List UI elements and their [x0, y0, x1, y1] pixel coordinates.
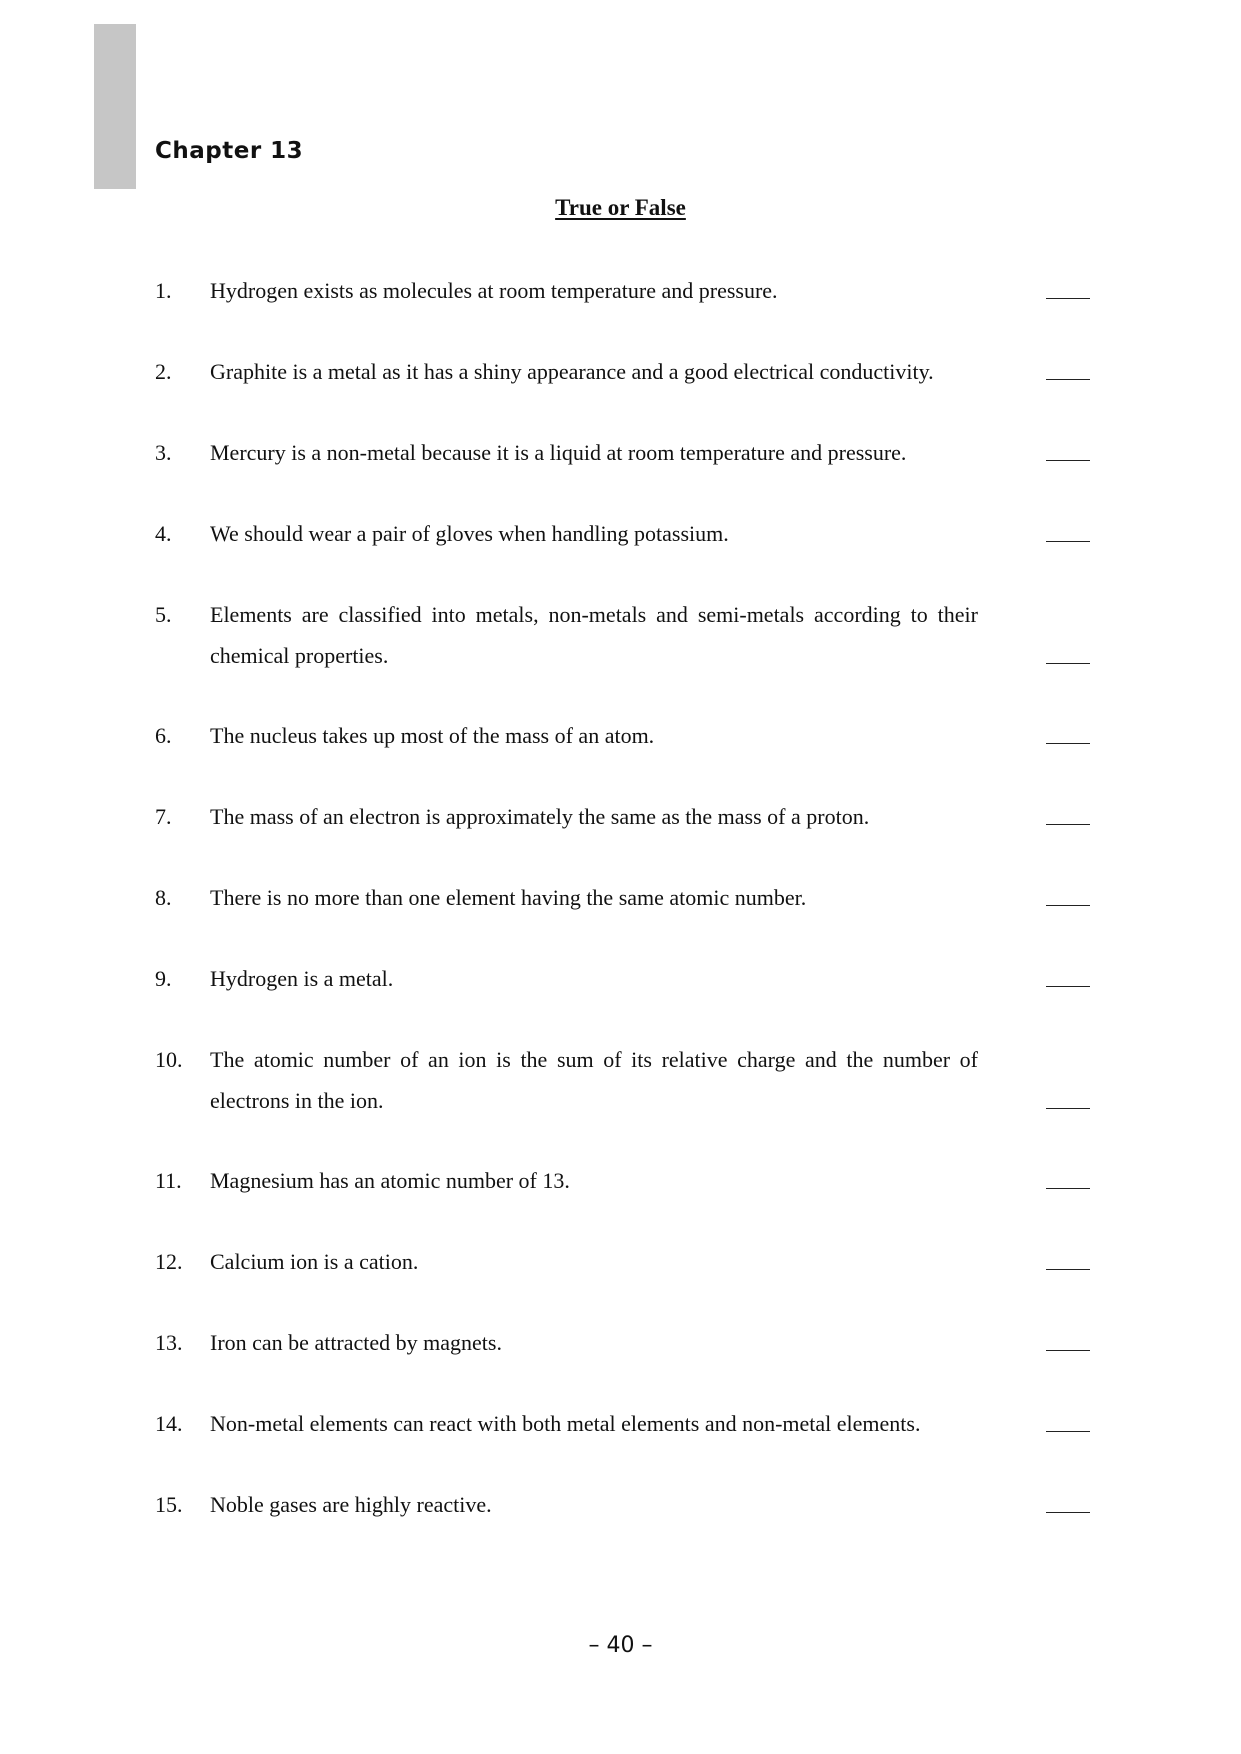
question-number: 1.: [155, 278, 172, 303]
question-text: Hydrogen is a metal.: [210, 966, 394, 991]
question-text: We should wear a pair of gloves when handling potassium.: [210, 521, 729, 546]
answer-blank[interactable]: [1046, 1431, 1090, 1432]
question-number: 10.: [155, 1047, 183, 1072]
question-number: 7.: [155, 804, 172, 829]
question-text: Graphite is a metal as it has a shiny appearance and a good electrical conductivity.: [210, 359, 934, 384]
chapter-side-bar: [94, 24, 136, 189]
answer-blank[interactable]: [1046, 743, 1090, 744]
question-number: 15.: [155, 1492, 183, 1517]
question-text: There is no more than one element having the same atomic number.: [210, 885, 807, 910]
answer-blank[interactable]: [1046, 541, 1090, 542]
question-number: 4.: [155, 521, 172, 546]
question-number: 9.: [155, 966, 172, 991]
question-text: Iron can be attracted by magnets.: [210, 1330, 502, 1355]
question-text: Magnesium has an atomic number of 13.: [210, 1168, 570, 1193]
question-number: 5.: [155, 602, 172, 627]
question-text: The nucleus takes up most of the mass of an atom.: [210, 723, 655, 748]
section-title: True or False: [555, 195, 686, 220]
answer-blank[interactable]: [1046, 905, 1090, 906]
answer-blank[interactable]: [1046, 1350, 1090, 1351]
answer-blank[interactable]: [1046, 1269, 1090, 1270]
question-text: Mercury is a non-metal because it is a liquid at room temperature and pressure.: [210, 440, 907, 465]
question-text: Noble gases are highly reactive.: [210, 1492, 492, 1517]
answer-blank[interactable]: [1046, 379, 1090, 380]
question-text: Non-metal elements can react with both metal elements and non-metal elements.: [210, 1411, 921, 1436]
chapter-heading: Chapter 13: [155, 138, 304, 164]
question-text: Calcium ion is a cation.: [210, 1249, 419, 1274]
answer-blank[interactable]: [1046, 663, 1090, 664]
question-text: The mass of an electron is approximately the same as the mass of a proton.: [210, 804, 870, 829]
question-number: 2.: [155, 359, 172, 384]
question-text: Hydrogen exists as molecules at room temperature and pressure.: [210, 278, 778, 303]
answer-blank[interactable]: [1046, 1108, 1090, 1109]
question-text: Elements are classified into metals, non-metals and semi-metals according to their chemical properties.: [210, 602, 978, 668]
page-number: – 40 –: [588, 1633, 653, 1658]
answer-blank[interactable]: [1046, 460, 1090, 461]
answer-blank[interactable]: [1046, 298, 1090, 299]
question-number: 6.: [155, 723, 172, 748]
answer-blank[interactable]: [1046, 1512, 1090, 1513]
question-number: 3.: [155, 440, 172, 465]
question-number: 12.: [155, 1249, 183, 1274]
question-number: 14.: [155, 1411, 183, 1436]
answer-blank[interactable]: [1046, 824, 1090, 825]
answer-blank[interactable]: [1046, 986, 1090, 987]
question-number: 8.: [155, 885, 172, 910]
question-text: The atomic number of an ion is the sum of its relative charge and the number of electrons in the ion.: [210, 1047, 978, 1113]
answer-blank[interactable]: [1046, 1188, 1090, 1189]
question-number: 11.: [155, 1168, 182, 1193]
question-number: 13.: [155, 1330, 183, 1355]
